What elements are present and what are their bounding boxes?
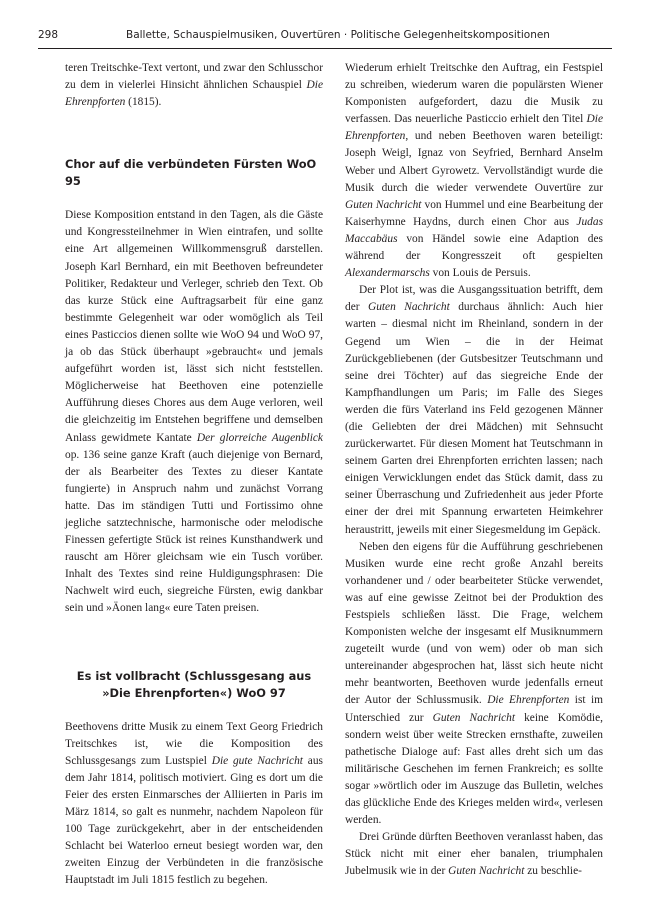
paragraph <box>345 60 603 282</box>
text-run: von Louis de Persuis. <box>429 267 531 280</box>
left-column <box>65 60 323 889</box>
text-run: Neben den eigens für die Aufführung geschriebenen Musiken wurde eine recht große Anzahl bereits vorhandener und / oder bearbeiteter Stücke verwendet, was auf eine gewisse Zeitnot bei der Produktion des Festspiels schließen lässt. Die Frage, welchem Komponisten welche der insgesamt elf Musiknummern zugeteilt wurde (und von wem) oder ob man sich untereinander abgesprochen hat, lässt sich heute nicht mehr beantworten, Beethoven wurde jedenfalls erneut der Autor der Schlussmusik. <box>345 540 603 707</box>
page-number: 298 <box>38 29 59 41</box>
text-run: Beethovens dritte Musik zu einem Text Georg Friedrich Treitschkes ist, wie die Komposition des Schlussgesangs zum Lustspiel <box>65 720 323 767</box>
text-run: Wiederum erhielt Treitschke den Auftrag, ein Festspiel zu schreiben, wiederum waren die populärsten Wiener Komponisten aufgefordert, dazu die Musik zu verfassen. Das neuerliche Pasticcio erhielt den Titel <box>345 62 603 126</box>
running-header <box>38 27 612 49</box>
italic-title: Guten Nachricht <box>448 865 525 878</box>
text-run: zu beschlie- <box>524 865 582 878</box>
text-run: op. 136 seine ganze Kraft (auch diejenige von Bernard, der als Bearbeiter des Textes zu dieser Kantate fungierte) in Anspruch nahm und zunächst Vorrang hatte. Das im ständigen Tutti und Fortissimo ohne jegliche satztechnische, harmonische oder melodische Finessen gefertigte Stück ist reines Kunsthandwerk und rauscht am Hörer gleichsam wie ein Tusch vorüber. Inhalt des Textes sind reine Huldigungsphrasen: Die Nachwelt wird euch, siegreiche Fürsten, ewig dankbar sein und »Äonen lang« eure Taten preisen. <box>65 448 323 615</box>
text-run: , und neben Beethoven waren beteiligt: Joseph Weigl, Ignaz von Seyfried, Bernhard Anselm Weber und Albert Gyrowetz. Vervollständigt wurde die Musik durch die wieder verwendete Ouvertüre zur <box>345 130 603 194</box>
text-run: keine Komödie, sondern weist über weite Strecken ernsthafte, zuweilen pathetische Dialoge auf: Fast alles dreht sich um das militärische Geschehen im fernen Frankreich; es sollte sogar »wörtlich oder im Auszuge das Bulletin, welches das glückliche Ende des Krieges melden wird«, verlesen werden. <box>345 711 603 827</box>
text-run: aus dem Jahr 1814, politisch motiviert. Ging es dort um die Feier des ersten Einmarsches der Alliierten in Paris im März 1814, so galt es nunmehr, nachdem Napoleon für 100 Tage zurückgekehrt, aber in der entscheidenden Schlacht bei Waterloo erneut besiegt worden war, den zweiten Einzug der Verbündeten in die französische Hauptstadt im Juli 1815 festlich zu begehen. <box>65 754 323 887</box>
text-run: von Hummel und eine Bearbeitung der Kaiserhymne Haydns, durch einen Chor aus <box>345 198 603 228</box>
italic-title: Die Ehrenpforten <box>487 694 570 707</box>
text-run: durchaus ähnlich: Auch hier warten – diesmal nicht im Rheinland, sondern in der Gegend um Wien – die in der Heimat Zurückgebliebenen (der Gutsbesitzer Teutschmann und seine drei Töchter) auf das siegreiche Ende der Kampfhandlungen um Paris; im Falle des Sieges werden die fürs Vaterland ins Feld gezogenen Männer (die Geliebten der drei Mädchen) mit Sehnsucht zurückerwartet. Für diesen Moment hat Teutschmann in seinem Garten drei Ehrenpforten errichten lassen; nach einigen Verwicklungen endet das Stück damit, dass zu seiner Überraschung und Zufriedenheit aus jeder Pforte einer der drei mit Spannung erwarteten Heimkehrer heraustritt, jeweils mit einer Siegesmeldung im Gepäck. <box>345 301 603 536</box>
text-run: teren Treitschke-Text vertont, und zwar den Schlusschor zu dem in vielerlei Hinsicht ähnlichen Schauspiel <box>65 62 323 92</box>
section-heading-woo95: Chor auf die verbündeten Fürsten WoO 95 <box>65 157 317 189</box>
italic-title: Guten Nachricht <box>432 711 516 724</box>
italic-title: Guten Nachricht <box>345 198 422 211</box>
italic-title: Die Ehrenpforten <box>345 113 603 143</box>
text-run: von Händel sowie eine Adaption des während der Kongresszeit oft gespielten <box>345 232 603 263</box>
italic-title: Alexandermarschs <box>345 267 430 280</box>
italic-title: Judas Maccabäus <box>345 215 603 245</box>
running-head-title: Ballette, Schauspielmusiken, Ouvertüren · Politische Gelegenheitskompositionen <box>126 29 550 41</box>
italic-title: Die gute Nachricht <box>211 754 303 767</box>
italic-title: Die Ehrenpforten <box>65 79 323 109</box>
paragraph <box>345 829 603 880</box>
text-run: Der Plot ist, was die Ausgangssituation betrifft, dem der <box>345 284 603 314</box>
paragraph <box>345 282 603 538</box>
italic-title: Der glorreiche Augenblick <box>196 431 323 444</box>
paragraph <box>345 539 603 830</box>
text-run: Drei Gründe dürften Beethoven veranlasst haben, das Stück nicht mit einer eher banalen, triumphalen Jubelmusik wie in der <box>345 831 603 878</box>
paragraph <box>65 207 323 617</box>
text-run: (1815). <box>125 96 162 109</box>
heading-line: »Die Ehrenpforten«) WoO 97 <box>102 685 286 700</box>
text-run: Diese Komposition entstand in den Tagen, als die Gäste und Kongressteilnehmer in Wien eintrafen, und sollte eine Art allgemeinen Willkommensgruß darstellen. Joseph Karl Bernhard, ein mit Beethoven befreundeter Politiker, Redakteur und Verleger, schrieb den Text. Ob das kurze Stück eine Auftragsarbeit für eine ganz bestimmte Gelegenheit war oder womöglich als Teil eines Pasticcios dienen sollte wie WoO 94 und WoO 97, ja ob das Stück überhaupt »gebraucht« und jemals aufgeführt worden ist, lässt sich nicht feststellen. Möglicherweise hat Beethoven eine potenzielle Aufführung dieses Chores aus dem Auge verloren, weil die gleichzeitig im Entstehen begriffene und demselben Anlass gewidmete Kantate <box>65 209 323 444</box>
text-run: ist im Unterschied zur <box>345 694 604 724</box>
right-column <box>345 60 603 881</box>
paragraph <box>65 60 323 111</box>
italic-title: Guten Nachricht <box>367 301 450 314</box>
section-heading-woo97 <box>65 668 323 702</box>
heading-line: Es ist vollbracht (Schlussgesang aus <box>76 668 312 683</box>
header-rule <box>38 48 612 49</box>
paragraph <box>65 719 323 890</box>
